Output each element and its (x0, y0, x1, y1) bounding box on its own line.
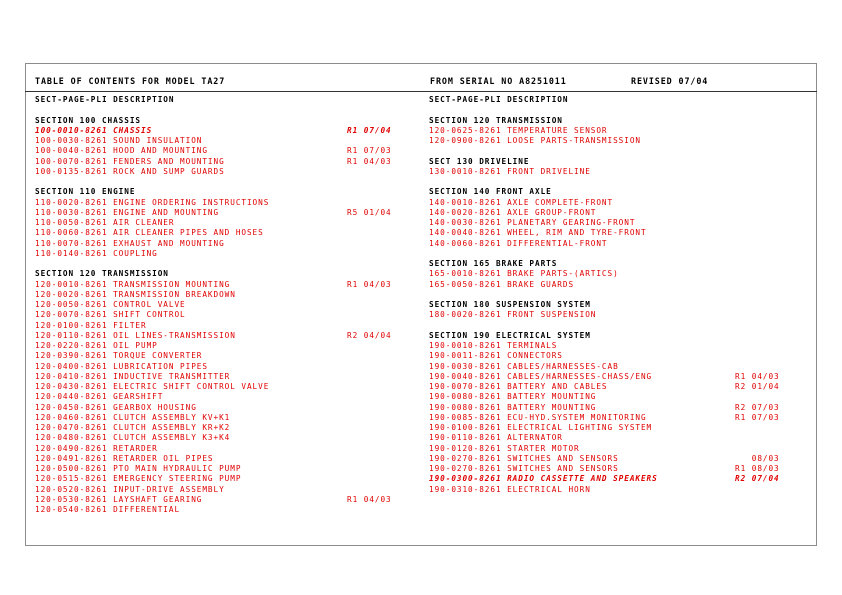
revision-code: R1 08/03 (735, 464, 780, 473)
toc-entry-text: 110-0070-8261 EXHAUST AND MOUNTING (35, 238, 225, 248)
toc-entry-text: 120-0480-8261 CLUTCH ASSEMBLY K3+K4 (35, 433, 231, 443)
toc-entry-text: 120-0540-8261 DIFFERENTIAL (35, 505, 181, 514)
toc-entry[interactable] (35, 157, 415, 167)
toc-entry[interactable] (35, 454, 415, 464)
toc-entry-text: 140-0010-8261 AXLE COMPLETE-FRONT (429, 197, 614, 207)
spacer (35, 259, 415, 269)
toc-entry-text: 120-0530-8261 LAYSHAFT GEARING (35, 494, 203, 504)
section-heading-text: SECTION 180 SUSPENSION SYSTEM (429, 300, 591, 309)
section-heading-text: SECTION 190 ELECTRICAL SYSTEM (429, 330, 591, 340)
toc-entry-text: 180-0020-8261 FRONT SUSPENSION (429, 310, 597, 320)
toc-entry-text: 100-0010-8261 CHASSIS (35, 125, 153, 135)
toc-entry[interactable] (35, 464, 415, 474)
toc-entry-text: 190-0030-8261 CABLES/HARNESSES-CAB (429, 361, 619, 371)
toc-entry-text: 120-0491-8261 RETARDER OIL PIPES (35, 453, 214, 463)
toc-entry[interactable] (429, 310, 809, 320)
toc-entry-text: 165-0010-8261 BRAKE PARTS-(ARTICS) (429, 269, 619, 279)
toc-entry[interactable] (429, 413, 809, 423)
toc-entry-text: 190-0120-8261 STARTER MOTOR (429, 443, 580, 453)
section-heading-text: SECT 130 DRIVELINE (429, 156, 530, 166)
toc-entry[interactable] (429, 218, 809, 228)
spacer (35, 177, 415, 187)
toc-entry-text: 100-0070-8261 FENDERS AND MOUNTING (35, 156, 225, 166)
toc-entry[interactable] (429, 198, 809, 208)
toc-entry[interactable] (35, 218, 415, 228)
revision-code: R2 01/04 (735, 382, 780, 391)
revision-code: R2 07/03 (735, 402, 780, 412)
spacer (429, 249, 809, 259)
toc-entry[interactable] (429, 208, 809, 218)
toc-entry-text: 190-0080-8261 BATTERY MOUNTING (429, 402, 597, 412)
toc-entry-text: 190-0310-8261 ELECTRICAL HORN (429, 484, 591, 494)
toc-entry[interactable] (429, 464, 809, 474)
toc-entry[interactable] (35, 372, 415, 382)
toc-entry-text: 190-0070-8261 BATTERY AND CABLES (429, 382, 608, 391)
section-heading-text: SECTION 140 FRONT AXLE (429, 187, 552, 197)
section-heading (35, 187, 415, 197)
toc-entry-text: 190-0270-8261 SWITCHES AND SENSORS (429, 464, 619, 473)
toc-entry[interactable] (35, 146, 415, 156)
toc-entry[interactable] (35, 167, 415, 177)
revision-date: REVISED 07/04 (631, 76, 709, 86)
section-heading (429, 95, 809, 105)
section-heading (35, 269, 415, 279)
toc-entry[interactable] (35, 280, 415, 290)
toc-entry-text: 120-0440-8261 GEARSHIFT (35, 392, 164, 402)
toc-entry[interactable] (429, 362, 809, 372)
revision-code: R1 07/04 (347, 125, 392, 135)
document-title: TABLE OF CONTENTS FOR MODEL TA27 (35, 76, 226, 86)
toc-entry[interactable] (429, 392, 809, 402)
toc-entry[interactable] (429, 136, 809, 146)
toc-entry-text: 120-0515-8261 EMERGENCY STEERING PUMP (35, 474, 242, 484)
section-heading (35, 95, 415, 105)
toc-entry-text: 120-0400-8261 LUBRICATION PIPES (35, 361, 208, 371)
revision-code: R2 04/04 (347, 330, 392, 340)
toc-entry[interactable] (429, 382, 809, 392)
toc-entry-text: 140-0060-8261 DIFFERENTIAL-FRONT (429, 238, 608, 248)
toc-entry[interactable] (429, 454, 809, 464)
toc-entry-text: 120-0490-8261 RETARDER (35, 443, 158, 453)
spacer (429, 105, 809, 115)
revision-code: R2 07/04 (735, 474, 780, 484)
toc-entry-text: 120-0010-8261 TRANSMISSION MOUNTING (35, 279, 231, 289)
toc-entry-text: 110-0050-8261 AIR CLEANER (35, 218, 175, 227)
toc-entry-text: 100-0135-8261 ROCK AND SUMP GUARDS (35, 166, 225, 176)
toc-entry-text: 120-0625-8261 TEMPERATURE SENSOR (429, 125, 608, 135)
toc-entry[interactable] (429, 423, 809, 433)
toc-entry-text: 100-0030-8261 SOUND INSULATION (35, 136, 203, 145)
toc-entry[interactable] (35, 433, 415, 443)
toc-entry[interactable] (429, 269, 809, 279)
toc-entry[interactable] (429, 280, 809, 290)
toc-entry-text: 190-0010-8261 TERMINALS (429, 341, 558, 350)
revision-code: R1 04/03 (735, 371, 780, 381)
toc-entry[interactable] (35, 249, 415, 259)
toc-entry-text: 120-0520-8261 INPUT-DRIVE ASSEMBLY (35, 484, 225, 494)
toc-entry-text: 110-0030-8261 ENGINE AND MOUNTING (35, 207, 220, 217)
toc-entry-text: 120-0500-8261 PTO MAIN HYDRAULIC PUMP (35, 464, 242, 473)
toc-entry-text: 140-0040-8261 WHEEL, RIM AND TYRE-FRONT (429, 228, 647, 238)
toc-entry[interactable] (35, 392, 415, 402)
toc-entry[interactable] (429, 351, 809, 361)
toc-entry[interactable] (429, 403, 809, 413)
toc-entry[interactable] (35, 423, 415, 433)
toc-entry-text: 120-0050-8261 CONTROL VALVE (35, 300, 186, 309)
toc-entry[interactable] (35, 310, 415, 320)
toc-entry[interactable] (35, 228, 415, 238)
toc-entry-text: 120-0390-8261 TORQUE CONVERTER (35, 351, 203, 361)
section-heading (429, 300, 809, 310)
toc-entry-text: 165-0050-8261 BRAKE GUARDS (429, 279, 575, 289)
toc-entry-text: 190-0110-8261 ALTERNATOR (429, 433, 563, 443)
section-heading-text: SECTION 120 TRANSMISSION (35, 269, 169, 279)
toc-entry[interactable] (35, 382, 415, 392)
section-heading (429, 259, 809, 269)
toc-entry[interactable] (429, 167, 809, 177)
toc-entry-text: 100-0040-8261 HOOD AND MOUNTING (35, 146, 208, 156)
toc-entry-text: 120-0430-8261 ELECTRIC SHIFT CONTROL VALVE (35, 382, 270, 391)
spacer (429, 177, 809, 187)
toc-entry[interactable] (35, 341, 415, 351)
revision-code: R1 07/03 (735, 412, 780, 422)
revision-code: 08/03 (735, 453, 780, 463)
revision-code: R5 01/04 (347, 207, 392, 217)
toc-entry-text: 120-0020-8261 TRANSMISSION BREAKDOWN (35, 289, 236, 299)
section-heading (35, 116, 415, 126)
toc-entry[interactable] (35, 136, 415, 146)
toc-entry-text: 140-0030-8261 PLANETARY GEARING-FRONT (429, 218, 636, 227)
revision-code: R1 04/03 (347, 156, 392, 166)
spacer (35, 105, 415, 115)
toc-entry-text: 120-0100-8261 FILTER (35, 320, 147, 330)
section-heading-text: SECTION 100 CHASSIS (35, 115, 141, 125)
serial-number: FROM SERIAL NO A8251011 (430, 76, 567, 86)
toc-entry-text: 110-0060-8261 AIR CLEANER PIPES AND HOSES (35, 228, 264, 238)
section-heading-text: SECTION 165 BRAKE PARTS (429, 259, 558, 268)
toc-entry[interactable] (429, 485, 809, 495)
spacer (429, 321, 809, 331)
revision-code: R1 04/03 (347, 494, 392, 504)
toc-entry-text: 190-0011-8261 CONNECTORS (429, 351, 563, 361)
toc-entry[interactable] (35, 198, 415, 208)
section-heading (429, 331, 809, 341)
spacer (429, 146, 809, 156)
toc-entry[interactable] (35, 239, 415, 249)
toc-entry[interactable] (429, 228, 809, 238)
toc-entry[interactable] (35, 444, 415, 454)
toc-entry[interactable] (35, 474, 415, 484)
section-heading (429, 116, 809, 126)
toc-entry-text: 120-0460-8261 CLUTCH ASSEMBLY KV+K1 (35, 412, 231, 422)
toc-entry-text: 190-0100-8261 ELECTRICAL LIGHTING SYSTEM (429, 423, 653, 432)
revision-code: R1 04/03 (347, 279, 392, 289)
toc-entry[interactable] (35, 362, 415, 372)
toc-entry[interactable] (35, 126, 415, 136)
toc-entry[interactable] (35, 403, 415, 413)
toc-entry-text: 190-0040-8261 CABLES/HARNESSES-CHASS/ENG (429, 371, 653, 381)
toc-entry[interactable] (35, 321, 415, 331)
toc-entry[interactable] (35, 351, 415, 361)
toc-entry[interactable] (35, 331, 415, 341)
toc-entry-text: 120-0900-8261 LOOSE PARTS-TRANSMISSION (429, 136, 641, 145)
toc-entry-text: 190-0300-8261 RADIO CASSETTE AND SPEAKERS (429, 474, 658, 484)
toc-entry-text: 120-0220-8261 OIL PUMP (35, 341, 158, 350)
section-heading-text: SECTION 120 TRANSMISSION (429, 115, 563, 125)
toc-entry-text: 110-0140-8261 COUPLING (35, 248, 158, 258)
toc-entry[interactable] (35, 300, 415, 310)
section-heading (429, 157, 809, 167)
section-heading (429, 187, 809, 197)
toc-entry[interactable] (35, 485, 415, 495)
toc-entry-text: 120-0470-8261 CLUTCH ASSEMBLY KR+K2 (35, 423, 231, 432)
toc-entry[interactable] (35, 505, 415, 515)
toc-entry[interactable] (429, 474, 809, 484)
toc-entry-text: 190-0270-8261 SWITCHES AND SENSORS (429, 453, 619, 463)
spacer (429, 290, 809, 300)
toc-entry-text: 120-0070-8261 SHIFT CONTROL (35, 310, 186, 320)
toc-entry[interactable] (429, 126, 809, 136)
toc-entry-text: 110-0020-8261 ENGINE ORDERING INSTRUCTIONS (35, 197, 270, 207)
header-divider (25, 91, 817, 92)
section-heading-text: SECT-PAGE-PLI DESCRIPTION (429, 95, 569, 104)
toc-entry[interactable] (35, 495, 415, 505)
toc-entry[interactable] (35, 290, 415, 300)
toc-entry[interactable] (35, 413, 415, 423)
toc-entry-text: 190-0085-8261 ECU-HYD.SYSTEM MONITORING (429, 412, 647, 422)
toc-entry-text: 190-0080-8261 BATTERY MOUNTING (429, 392, 597, 402)
toc-entry[interactable] (429, 444, 809, 454)
toc-entry[interactable] (35, 208, 415, 218)
revision-code: R1 07/03 (347, 146, 392, 156)
toc-entry[interactable] (429, 239, 809, 249)
toc-entry[interactable] (429, 433, 809, 443)
toc-entry[interactable] (429, 341, 809, 351)
left-column (35, 95, 415, 515)
right-column (429, 95, 809, 495)
toc-entry-text: 130-0010-8261 FRONT DRIVELINE (429, 166, 591, 176)
toc-entry-text: 120-0110-8261 OIL LINES-TRANSMISSION (35, 330, 236, 340)
section-heading-text: SECT-PAGE-PLI DESCRIPTION (35, 95, 175, 104)
toc-entry-text: 140-0020-8261 AXLE GROUP-FRONT (429, 207, 597, 217)
section-heading-text: SECTION 110 ENGINE (35, 187, 136, 197)
toc-entry-text: 120-0450-8261 GEARBOX HOUSING (35, 402, 197, 412)
toc-entry-text: 120-0410-8261 INDUCTIVE TRANSMITTER (35, 371, 231, 381)
toc-entry[interactable] (429, 372, 809, 382)
